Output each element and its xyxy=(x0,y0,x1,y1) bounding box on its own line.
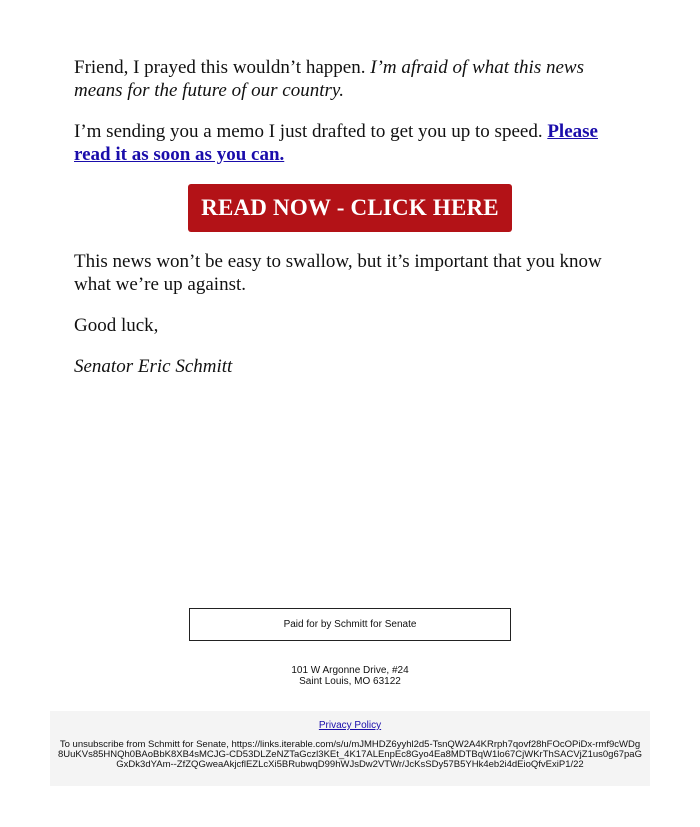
privacy-policy-link[interactable]: Privacy Policy xyxy=(318,720,382,731)
closing-text: Good luck, xyxy=(74,315,159,336)
email-body xyxy=(74,56,634,396)
mailing-address xyxy=(0,665,700,687)
footer xyxy=(50,711,650,786)
warning-paragraph: This news won’t be easy to swallow, but it’s important that you know what we’re up against. xyxy=(74,251,602,295)
paid-for-disclaimer: Paid for by Schmitt for Senate xyxy=(189,608,511,641)
intro-text: Friend, I prayed this wouldn’t happen. xyxy=(74,57,371,78)
intro-paragraph xyxy=(74,56,634,102)
unsubscribe-text[interactable]: To unsubscribe from Schmitt for Senate, https://links.iterable.com/s/u/mJMHDZ6yyhl2d5-TsnQW2A4KRrph7qovf28hFOcOPiDx-rmf9cWDg8UuKVs85HNQh0BAoBbK8XB4sMCJG-CD53DLZeNZTaGczl3KEt_4K17ALEnpEc8Gyo4Ea8MDTBqW1lo67CjWKrThSACVjZ1us0g67paGGxDk3dYAm--ZfZQGweaAkjcflEZLcXi5BRubwqD99hWJsDw2VTWr/JcKsSDy57B5YHk4eb2i4dEioQfvExiP1/22 xyxy=(58,739,642,770)
memo-text: I’m sending you a memo I just drafted to get you up to speed. xyxy=(74,121,548,142)
address-line-2: Saint Louis, MO 63122 xyxy=(299,676,401,687)
cta-container xyxy=(74,184,626,232)
read-memo-link[interactable]: Please read it as soon as you can. xyxy=(74,121,598,165)
memo-paragraph xyxy=(74,120,634,166)
address-line-1: 101 W Argonne Drive, #24 xyxy=(291,665,409,676)
signature: Senator Eric Schmitt xyxy=(74,356,233,377)
read-now-button[interactable]: READ NOW - CLICK HERE xyxy=(188,184,512,232)
intro-italic-text: I’m afraid of what this news means for the future of our country. xyxy=(74,57,584,101)
